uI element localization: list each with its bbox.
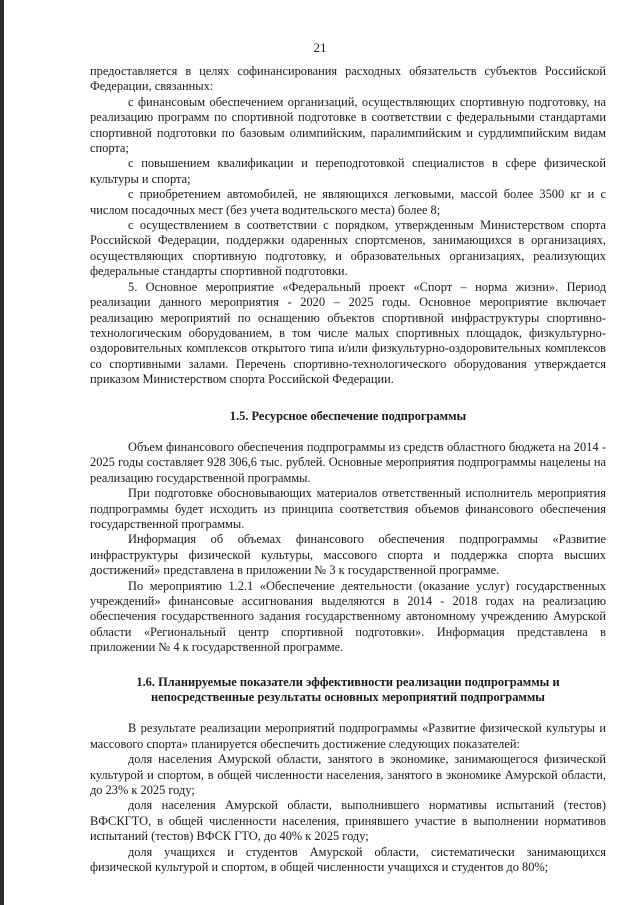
paragraph: Объем финансового обеспечения подпрограммы из средств областного бюджета на 2014 - 2025 годы составляет 928 306,6 тыс. рублей. Основные мероприятия подпрограммы нацелены на реализацию государственной программы. bbox=[90, 439, 606, 485]
paragraph: 5. Основное мероприятие «Федеральный проект «Спорт – норма жизни». Период реализации данного мероприятия - 2020 – 2025 годы. Основное мероприятие включает реализацию мероприятий по оснащению объектов спортивной инфраструктуры спортивно-технологическим оборудованием, в том числе малых спортивных площадок, физкультурно-оздоровительных комплексов открытого типа и/или физкультурно-оздоровительных комплексов со спортивными залами. Перечень спортивно-технологического оборудования утверждается приказом Министерством спорта Российской Федерации. bbox=[90, 279, 606, 387]
paragraph: с приобретением автомобилей, не являющихся легковыми, массой более 3500 кг и с числом посадочных мест (без учета водительского места) более 8; bbox=[90, 187, 606, 217]
paragraph: По мероприятию 1.2.1 «Обеспечение деятельности (оказание услуг) государственных учреждений» финансовые ассигнования выделяются в 2014 - 2018 годах на реализацию обеспечения государственного задания государственному автономному учреждению Амурской области «Региональный центр спортивной подготовки». Информация представлена в приложении № 4 к государственной программе. bbox=[90, 578, 606, 655]
paragraph: доля учащихся и студентов Амурской области, систематически занимающихся физической культурой и спортом, в общей численности учащихся и студентов до 80%; bbox=[90, 844, 606, 875]
paragraph: с осуществлением в соответствии с порядком, утвержденным Министерством спорта Российской Федерации, поддержки одаренных спортсменов, занимающихся в организациях, осуществляющих спортивную подготовку, и образовательных организациях, реализующих федеральные стандарты спортивной подготовки. bbox=[90, 218, 606, 279]
paragraph: предоставляется в целях софинансирования расходных обязательств субъектов Российской Федерации, связанных: bbox=[90, 64, 606, 94]
paragraph: доля населения Амурской области, занятого в экономике, занимающегося физической культурой и спортом, в общей численности населения, занятого в экономике Амурской области, до 23% к 2025 году; bbox=[90, 752, 606, 798]
paragraph: с повышением квалификации и переподготовкой специалистов в сфере физической культуры и спорта; bbox=[90, 156, 606, 186]
section-heading-1-6-line1: 1.6. Планируемые показатели эффективности реализации подпрограммы и bbox=[136, 674, 560, 689]
page-body bbox=[90, 64, 606, 876]
scan-edge bbox=[0, 0, 4, 905]
section-heading-1-6 bbox=[90, 675, 606, 706]
section-heading-1-5: 1.5. Ресурсное обеспечение подпрограммы bbox=[229, 408, 467, 423]
section-heading-1-6-line2: непосредственные результаты основных мероприятий подпрограммы bbox=[151, 690, 545, 705]
paragraph: с финансовым обеспечением организаций, осуществляющих спортивную подготовку, на реализацию программ по спортивной подготовке в соответствии с федеральными стандартами спортивной подготовки по базовым олимпийским, паралимпийским и сурдлимпийским видам спорта; bbox=[90, 94, 606, 156]
paragraph: В результате реализации мероприятий подпрограммы «Развитие физической культуры и массового спорта» планируется обеспечить достижение следующих показателей: bbox=[90, 721, 606, 751]
paragraph: доля населения Амурской области, выполнившего нормативы испытаний (тестов) ВФСКГТО, в общей численности населения, принявшего участие в выполнении нормативов испытаний (тестов) ВФСК ГТО, до 40% к 2025 году; bbox=[90, 798, 606, 844]
page-number: 21 bbox=[313, 40, 327, 55]
paragraph: При подготовке обосновывающих материалов ответственный исполнитель мероприятия подпрограммы будет исходить из принципа соответствия объемов финансового обеспечения государственной программы. bbox=[90, 486, 606, 531]
paragraph: Информация об объемах финансового обеспечения подпрограммы «Развитие инфраструктуры физической культуры, массового спорта и поддержка спорта высших достижений» представлена в приложении № 3 к государственной программе. bbox=[90, 532, 606, 578]
